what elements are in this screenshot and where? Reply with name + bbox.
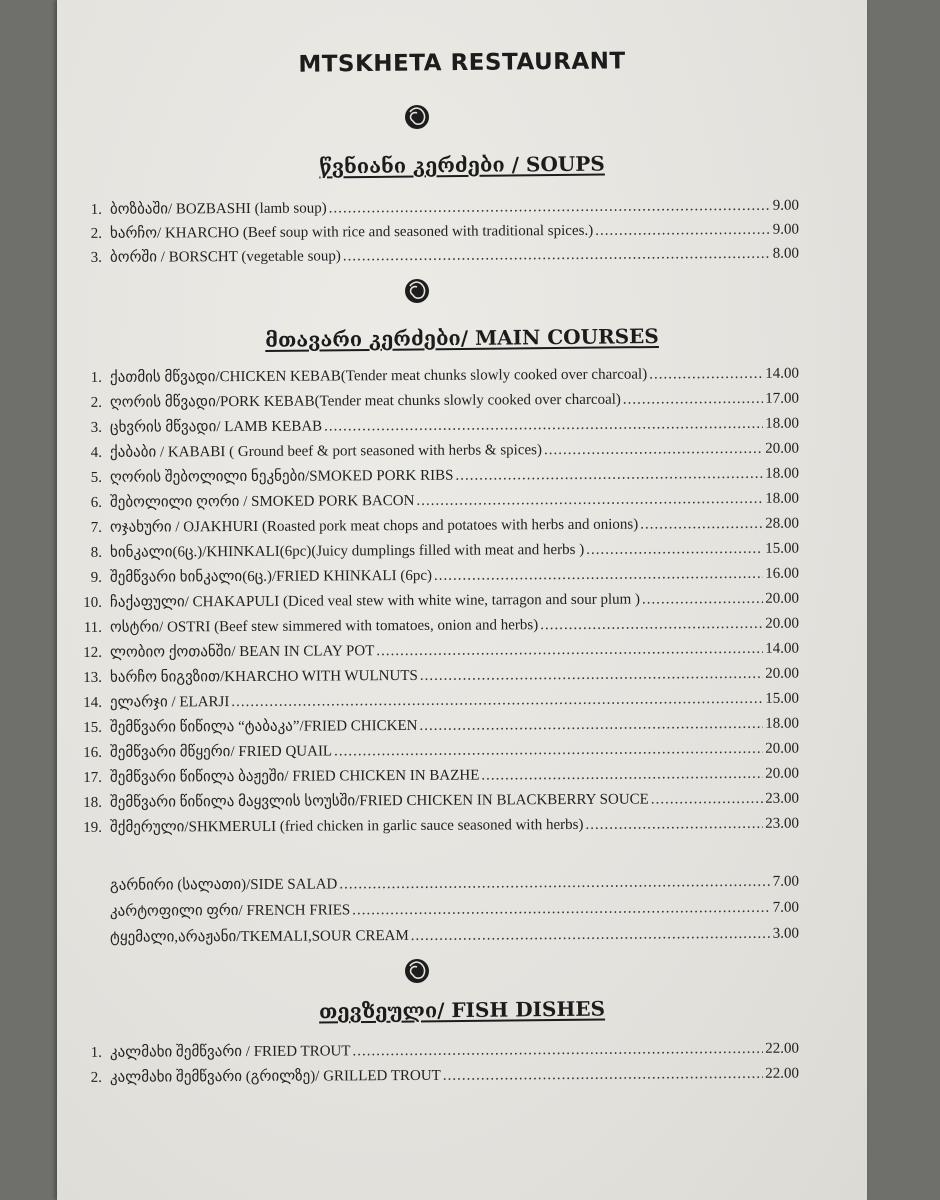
item-price: 20.00 <box>765 665 800 682</box>
item-price: 20.00 <box>765 765 800 782</box>
item-price: 22.00 <box>765 1040 800 1057</box>
restaurant-title: MTSKHETA RESTAURANT <box>298 48 626 78</box>
leader-dots <box>343 246 771 266</box>
item-name: ხარჩო/ KHARCHO (Beef soup with rice and seasoned with traditional spices.) <box>109 222 594 242</box>
item-name: ღორის მწვადი/PORK KEBAB(Tender meat chunks slowly cooked over charcoal) <box>109 391 621 411</box>
menu-item <box>77 664 799 690</box>
menu-item <box>77 564 799 590</box>
menu-item <box>77 464 799 490</box>
item-number: 13. <box>83 669 103 686</box>
item-price: 15.00 <box>765 690 800 707</box>
leader-dots <box>339 874 770 894</box>
menu-item <box>77 489 799 515</box>
menu-page <box>57 0 867 1200</box>
item-number: 1. <box>90 201 103 218</box>
item-price: 16.00 <box>765 565 800 582</box>
item-name: შემწვარი მწყერი/ FRIED QUAIL <box>109 743 333 761</box>
item-name: ჩაქაფული/ CHAKAPULI (Diced veal stew with white wine, tarragon and sour plum ) <box>109 591 641 611</box>
side-item <box>77 898 799 924</box>
item-name: შემწვარი ხინკალი(6ც.)/FRIED KHINKALI (6pc) <box>109 567 433 586</box>
item-number: 6. <box>90 494 103 511</box>
item-number: 5. <box>90 469 103 486</box>
item-number: 3. <box>90 419 103 436</box>
item-number: 15. <box>83 719 103 736</box>
menu-item <box>77 689 799 715</box>
item-name: ქაბაბი / KABABI ( Ground beef & port seasoned with herbs & spices) <box>109 442 543 461</box>
item-name: შემწვარი წიწილა ბაჟეში/ FRIED CHICKEN IN BAZHE <box>109 767 480 786</box>
menu-item <box>77 789 799 815</box>
leader-dots <box>651 791 764 809</box>
item-name: კარტოფილი ფრი/ FRENCH FRIES <box>109 902 351 920</box>
item-number: 12. <box>83 644 103 661</box>
item-price: 18.00 <box>765 415 800 432</box>
item-name: შქმერული/SHKMERULI (fried chicken in garlic sauce seasoned with herbs) <box>109 816 584 836</box>
leader-dots <box>376 641 763 660</box>
fish-dishes-heading: თევზეული/ FISH DISHES <box>318 996 606 1024</box>
leader-dots <box>585 816 763 834</box>
leader-dots <box>419 716 763 735</box>
leader-dots <box>642 591 763 609</box>
menu-item <box>77 539 799 565</box>
leader-dots <box>329 198 771 218</box>
menu-item <box>77 589 799 615</box>
menu-item <box>77 389 799 415</box>
item-number: 10. <box>83 594 103 611</box>
leader-dots <box>455 466 763 485</box>
item-price: 23.00 <box>765 790 800 807</box>
item-price: 14.00 <box>765 365 800 382</box>
item-number: 2. <box>90 1069 103 1086</box>
item-price: 9.00 <box>772 221 800 238</box>
leader-dots <box>334 741 763 761</box>
menu-item <box>77 514 799 540</box>
item-number: 16. <box>83 744 103 761</box>
menu-item <box>77 1039 799 1065</box>
item-price: 22.00 <box>765 1065 800 1082</box>
item-price: 8.00 <box>772 245 800 262</box>
item-number: 19. <box>83 819 103 836</box>
item-price: 15.00 <box>765 540 800 557</box>
item-name: კალმახი შემწვარი (გრილზე)/ GRILLED TROUT <box>109 1067 441 1086</box>
leader-dots <box>434 566 763 585</box>
item-name: ხინკალი(6ც.)/KHINKALI(6pc)(Juicy dumplings filled with meat and herbs ) <box>109 541 585 561</box>
item-name: შემწვარი წიწილა “ტაბაკა”/FRIED CHICKEN <box>109 717 418 736</box>
leader-dots <box>443 1066 764 1085</box>
item-number: 8. <box>90 544 103 561</box>
soups-heading: წვნიანი კერძები / SOUPS <box>319 151 605 179</box>
item-number: 11. <box>83 619 103 636</box>
item-price: 9.00 <box>772 197 800 214</box>
item-name: ღორის შებოლილი ნეკნები/SMOKED PORK RIBS <box>109 467 454 486</box>
item-price: 3.00 <box>772 925 800 942</box>
leader-dots <box>544 441 763 459</box>
item-name: ქათმის მწვადი/CHICKEN KEBAB(Tender meat chunks slowly cooked over charcoal) <box>109 366 648 386</box>
item-price: 14.00 <box>765 640 800 657</box>
swirl-ornament-icon <box>404 278 430 304</box>
leader-dots <box>352 900 771 920</box>
menu-item <box>77 764 799 790</box>
leader-dots <box>586 541 763 559</box>
item-price: 20.00 <box>765 590 800 607</box>
item-number: 1. <box>90 1044 103 1061</box>
leader-dots <box>595 222 771 240</box>
item-number: 14. <box>83 694 103 711</box>
item-name: შებოლილი ღორი / SMOKED PORK BACON <box>109 492 415 511</box>
item-number: 2. <box>90 394 103 411</box>
item-number: 18. <box>83 794 103 811</box>
item-name: გარნირი (სალათი)/SIDE SALAD <box>109 876 338 894</box>
leader-dots <box>540 616 763 634</box>
menu-item <box>77 739 799 765</box>
leader-dots <box>411 926 771 945</box>
item-number: 2. <box>90 225 103 242</box>
item-name: ლობიო ქოთანში/ BEAN IN CLAY POT <box>109 643 375 661</box>
item-name: ელარჯი / ELARJI <box>109 694 230 711</box>
menu-item <box>77 414 799 440</box>
item-price: 20.00 <box>765 740 800 757</box>
item-number: 4. <box>90 444 103 461</box>
item-price: 7.00 <box>772 873 800 890</box>
leader-dots <box>623 391 763 409</box>
item-number: 1. <box>90 369 103 386</box>
leader-dots <box>324 416 763 436</box>
item-name: ტყემალი,არაჟანი/TKEMALI,SOUR CREAM <box>109 927 409 946</box>
item-price: 28.00 <box>765 515 800 532</box>
leader-dots <box>481 766 763 785</box>
item-name: ბოზბაში/ BOZBASHI (lamb soup) <box>109 200 327 218</box>
item-name: ცხვრის მწვადი/ LAMB KEBAB <box>109 418 323 436</box>
item-name: ბორში / BORSCHT (vegetable soup) <box>109 248 341 266</box>
item-price: 7.00 <box>772 899 800 916</box>
item-number: 3. <box>90 249 103 266</box>
item-name: შემწვარი წიწილა მაყვლის სოუსში/FRIED CHICKEN IN BLACKBERRY SOUCE <box>109 791 649 811</box>
leader-dots <box>231 691 763 711</box>
side-item <box>77 924 799 950</box>
item-name: ოჯახური / OJAKHURI (Roasted pork meat chops and potatoes with herbs and onions) <box>109 516 639 536</box>
item-price: 18.00 <box>765 715 800 732</box>
menu-item <box>77 196 799 222</box>
item-price: 23.00 <box>765 815 800 832</box>
leader-dots <box>416 491 763 510</box>
swirl-ornament-icon <box>404 958 430 984</box>
item-price: 20.00 <box>765 615 800 632</box>
menu-item <box>77 364 799 390</box>
item-name: ოსტრი/ OSTRI (Beef stew simmered with tomatoes, onion and herbs) <box>109 617 539 636</box>
side-item <box>77 872 799 898</box>
item-number: 17. <box>83 769 103 786</box>
item-price: 18.00 <box>765 490 800 507</box>
menu-item <box>77 439 799 465</box>
menu-item <box>77 639 799 665</box>
menu-item <box>77 244 799 270</box>
menu-item <box>77 1064 799 1090</box>
item-number: 9. <box>90 569 103 586</box>
menu-item <box>77 814 799 840</box>
menu-item <box>77 220 799 246</box>
swirl-ornament-icon <box>404 104 430 130</box>
item-price: 20.00 <box>765 440 800 457</box>
item-price: 18.00 <box>765 465 800 482</box>
leader-dots <box>420 666 764 685</box>
main-courses-heading: მთავარი კერძები/ MAIN COURSES <box>265 323 659 353</box>
item-price: 17.00 <box>765 390 800 407</box>
menu-item <box>77 714 799 740</box>
item-name: კალმახი შემწვარი / FRIED TROUT <box>109 1043 351 1061</box>
leader-dots <box>352 1041 763 1061</box>
leader-dots <box>640 516 763 534</box>
item-name: ხარჩო ნიგვზით/KHARCHO WITH WULNUTS <box>109 667 418 686</box>
menu-item <box>77 614 799 640</box>
leader-dots <box>649 366 763 384</box>
item-number: 7. <box>90 519 103 536</box>
